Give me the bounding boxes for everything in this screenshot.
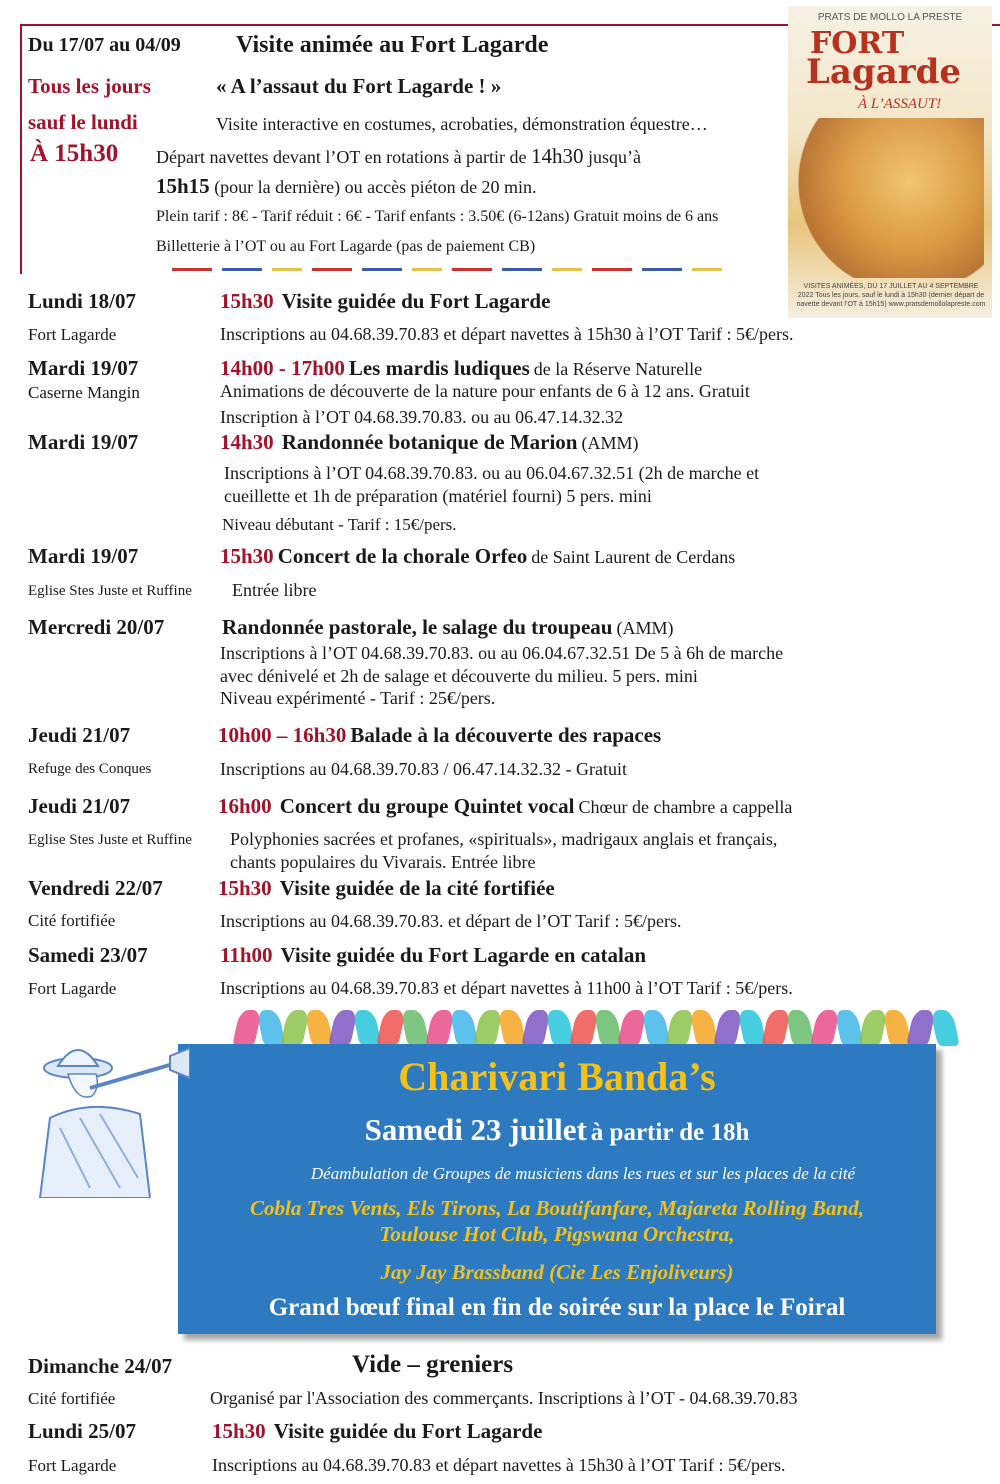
dancer-figure [232, 1010, 262, 1046]
event-time: 10h00 – 16h30 [218, 723, 347, 747]
top-hour: À 15h30 [30, 140, 119, 167]
dancer-figure [858, 1010, 888, 1046]
top-shuttle-2 [156, 174, 537, 199]
top-tickets: Billetterie à l’OT ou au Fort Lagarde (pas de paiement CB) [156, 238, 536, 255]
event-heading [220, 430, 638, 455]
event-info: Inscriptions au 04.68.39.70.83 et départ navettes à 15h30 à l’OT Tarif : 5€/pers. [212, 1455, 786, 1475]
event-date: Mardi 19/07 [28, 430, 139, 454]
event-heading [220, 943, 646, 968]
poster-footer: VISITES ANIMÉES, DU 17 JUILLET AU 4 SEPTEMBRE 2022 Tous les jours, sauf le lundi à 15h30 (dernier départ de navette devant l’OT à 15h15) www.pratsdemollolapreste.com [796, 283, 986, 308]
poster-illustration [798, 118, 984, 278]
event-heading [212, 1419, 542, 1444]
event-info: chants populaires du Vivarais. Entrée libre [230, 852, 536, 872]
decorative-divider [172, 268, 732, 271]
event-title: Vide – greniers [352, 1351, 514, 1378]
charivari-final: Grand bœuf final en fin de soirée sur la place le Foiral [268, 1294, 846, 1321]
dancer-figure [328, 1010, 358, 1046]
event-time: 15h30 [212, 1419, 266, 1443]
event-info: Inscriptions au 04.68.39.70.83 et départ navettes à 11h00 à l’OT Tarif : 5€/pers. [220, 978, 793, 998]
dancer-figure [473, 1010, 503, 1046]
top-desc: Visite interactive en costumes, acrobaties, démonstration équestre… [216, 114, 708, 134]
event-date: Samedi 23/07 [28, 943, 148, 967]
top-days-2: sauf le lundi [28, 110, 138, 134]
trumpeter-illustration [30, 1018, 190, 1198]
event-location: Refuge des Conques [28, 761, 152, 777]
event-date: Lundi 18/07 [28, 289, 136, 313]
charivari-date: Samedi 23 juillet [364, 1112, 587, 1147]
event-info: Inscription à l’OT 04.68.39.70.83. ou au 06.47.14.32.32 [220, 407, 624, 427]
event-date: Vendredi 22/07 [28, 876, 163, 900]
poster-lagarde: Lagarde [806, 52, 962, 92]
fort-lagarde-poster [788, 6, 992, 318]
charivari-desc: Déambulation de Groupes de musiciens dans les rues et sur les places de la cité [310, 1164, 856, 1183]
event-date: Mardi 19/07 [28, 544, 139, 568]
top-subtitle: « A l’assaut du Fort Lagarde ! » [216, 74, 502, 98]
event-location: Fort Lagarde [28, 979, 117, 998]
event-title: Les mardis ludiques [348, 356, 530, 380]
charivari-title: Charivari Banda’s [398, 1054, 716, 1099]
event-heading [218, 876, 555, 901]
event-subtitle: Chœur de chambre a cappella [578, 797, 793, 817]
event-location: Fort Lagarde [28, 1456, 117, 1475]
dancer-figure [569, 1010, 599, 1046]
event-info: Organisé par l'Association des commerçants. Inscriptions à l’OT - 04.68.39.70.83 [210, 1388, 798, 1408]
event-title: Balade à la découverte des rapaces [350, 723, 662, 747]
dancer-figure [930, 1010, 960, 1046]
event-info: Inscriptions au 04.68.39.70.83 et départ navettes à 15h30 à l’OT Tarif : 5€/pers. [220, 324, 794, 344]
event-location: Caserne Mangin [28, 383, 140, 402]
dancer-figure [280, 1010, 310, 1046]
poster-assaut: À L’ASSAUT! [858, 96, 942, 112]
event-title: Concert du groupe Quintet vocal [279, 794, 575, 818]
dancer-figure [521, 1010, 551, 1046]
event-heading [218, 723, 661, 748]
event-subtitle: (AMM) [581, 433, 639, 453]
event-info: Niveau expérimenté - Tarif : 25€/pers. [220, 688, 496, 708]
event-subtitle: de la Réserve Naturelle [533, 359, 703, 379]
dancer-figure [810, 1010, 840, 1046]
charivari-time: à partir de 18h [590, 1119, 750, 1146]
charivari-bands-3: Jay Jay Brassband (Cie Les Enjoliveurs) [380, 1260, 734, 1284]
charivari-date-line [178, 1112, 936, 1148]
event-title: Randonnée pastorale, le salage du troupeau [222, 615, 613, 639]
event-date: Mercredi 20/07 [28, 615, 165, 639]
top-prices: Plein tarif : 8€ - Tarif réduit : 6€ - Tarif enfants : 3.50€ (6-12ans) Gratuit moins de 6 ans [156, 208, 719, 225]
dancer-figure [377, 1010, 407, 1046]
event-location: Cité fortifiée [28, 911, 116, 930]
top-days-1: Tous les jours [28, 74, 151, 98]
top-shuttle-1 [156, 144, 641, 169]
event-date: Mardi 19/07 [28, 356, 139, 380]
event-title: Visite guidée du Fort Lagarde [273, 1419, 543, 1443]
dancer-figure [713, 1010, 743, 1046]
event-location: Cité fortifiée [28, 1389, 116, 1408]
event-date: Jeudi 21/07 [28, 794, 131, 818]
event-time: 11h00 [220, 943, 273, 967]
event-info: Animations de découverte de la nature pour enfants de 6 à 12 ans. Gratuit [220, 381, 750, 401]
event-heading [222, 615, 673, 640]
event-title: Visite guidée du Fort Lagarde en catalan [280, 943, 647, 967]
event-info: Inscriptions au 04.68.39.70.83 / 06.47.14.32.32 - Gratuit [220, 759, 627, 779]
event-title: Visite guidée de la cité fortifiée [279, 876, 555, 900]
charivari-bands-2: Toulouse Hot Club, Pigswana Orchestra, [379, 1222, 735, 1246]
shuttle-text-c: (pour la dernière) ou accès piéton de 20 min. [209, 177, 537, 197]
event-info: Inscriptions à l’OT 04.68.39.70.83. ou au 06.04.67.32.51 De 5 à 6h de marche [220, 643, 784, 663]
top-title: Visite animée au Fort Lagarde [236, 32, 549, 58]
shuttle-time-b: 15h15 [156, 174, 210, 198]
event-date: Dimanche 24/07 [28, 1354, 173, 1378]
event-heading [220, 289, 550, 314]
event-info: Niveau débutant - Tarif : 15€/pers. [222, 515, 457, 534]
dancer-figure [665, 1010, 695, 1046]
event-time: 16h00 [218, 794, 272, 818]
event-heading [220, 356, 702, 381]
event-subtitle: (AMM) [616, 618, 674, 638]
event-title: Visite guidée du Fort Lagarde [281, 289, 551, 313]
event-time: 15h30 [218, 876, 272, 900]
event-date: Lundi 25/07 [28, 1419, 136, 1443]
event-info: Polyphonies sacrées et profanes, «spirituals», madrigaux anglais et français, [230, 829, 778, 849]
event-time: 15h30 [220, 544, 274, 568]
dancer-figure [762, 1010, 792, 1046]
event-heading [218, 794, 792, 819]
event-location: Eglise Stes Juste et Ruffine [28, 583, 192, 599]
shuttle-time-a: 14h30 [531, 144, 584, 168]
event-time: 14h00 - 17h00 [220, 356, 345, 380]
event-title: Concert de la chorale Orfeo [277, 544, 528, 568]
event-info: Inscriptions au 04.68.39.70.83. et départ de l’OT Tarif : 5€/pers. [220, 911, 682, 931]
event-date: Jeudi 21/07 [28, 723, 131, 747]
dancers-illustration [236, 1010, 956, 1046]
event-info: cueillette et 1h de préparation (matériel fourni) 5 pers. mini [224, 486, 652, 506]
event-location: Fort Lagarde [28, 325, 117, 344]
poster-fort: FORT [810, 26, 905, 61]
event-info: avec dénivelé et 2h de salage et découverte du milieu. 5 pers. mini [220, 666, 698, 686]
shuttle-text-a: Départ navettes devant l’OT en rotations à partir de [156, 147, 532, 167]
event-location: Eglise Stes Juste et Ruffine [28, 832, 192, 848]
poster-town: PRATS DE MOLLO LA PRESTE [817, 12, 963, 23]
event-info: Inscriptions à l’OT 04.68.39.70.83. ou au 06.04.67.32.51 (2h de marche et [224, 463, 760, 483]
event-info: Entrée libre [232, 580, 317, 600]
shuttle-text-b: jusqu’à [583, 147, 642, 167]
event-time: 15h30 [220, 289, 274, 313]
event-heading [220, 544, 735, 569]
event-title: Randonnée botanique de Marion [281, 430, 578, 454]
charivari-bands-1: Cobla Tres Vents, Els Tirons, La Boutifanfare, Majareta Rolling Band, [250, 1196, 864, 1220]
dancer-figure [906, 1010, 936, 1046]
dancer-figure [425, 1010, 455, 1046]
dancer-figure [617, 1010, 647, 1046]
top-dates: Du 17/07 au 04/09 [28, 34, 181, 56]
event-subtitle: de Saint Laurent de Cerdans [531, 547, 736, 567]
event-time: 14h30 [220, 430, 274, 454]
